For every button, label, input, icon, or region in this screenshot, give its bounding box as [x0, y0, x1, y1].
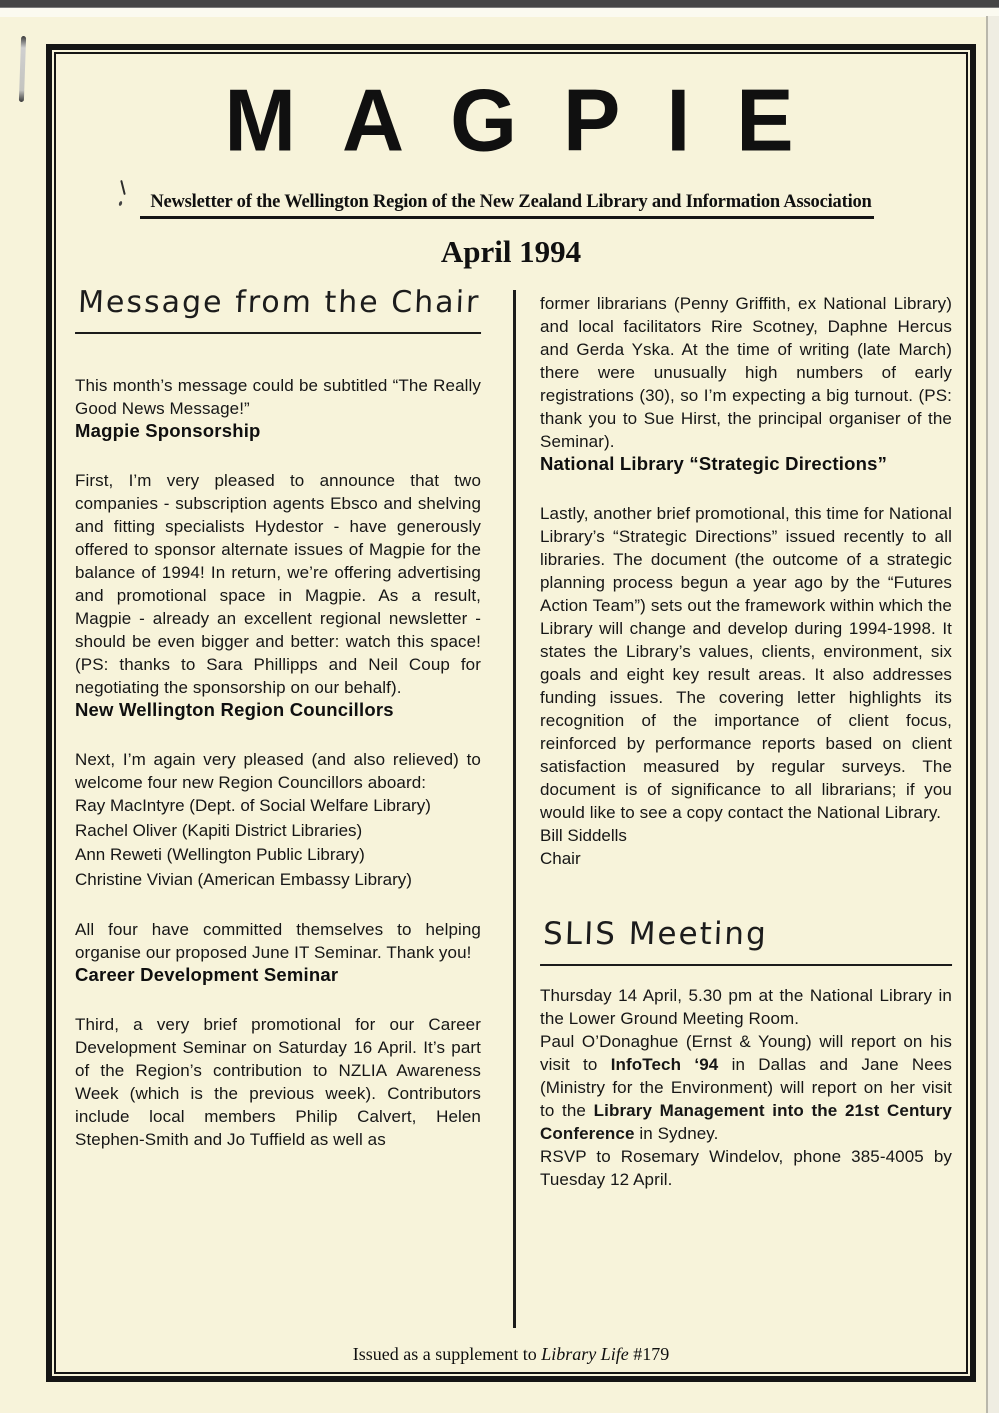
slis-rsvp-paragraph: RSVP to Rosemary Windelov, phone 385-4005 by Tuesday 12 April.	[540, 1147, 952, 1189]
issue-date: April 1994	[440, 234, 582, 269]
chair-intro-paragraph: This month’s message could be subtitled “The Really Good News Message!”	[75, 376, 481, 418]
signature-role: Chair	[540, 849, 581, 868]
signature-block	[540, 824, 952, 870]
scan-edge-top	[0, 0, 999, 8]
councillor-item: Ann Reweti (Wellington Public Library)	[75, 845, 365, 864]
section-heading-slis-meeting: SLIS Meeting	[540, 916, 954, 966]
footer-issue-number: #179	[628, 1344, 670, 1364]
infotech-bold-text: InfoTech ‘94	[610, 1055, 719, 1074]
masthead-title: MAGPIE	[224, 72, 840, 170]
masthead-rule	[140, 216, 874, 219]
footer-supplement-note	[46, 1344, 976, 1365]
subheading-magpie-sponsorship: Magpie Sponsorship	[75, 420, 261, 441]
subheading-new-councillors: New Wellington Region Councillors	[75, 699, 394, 720]
sponsorship-paragraph: First, I’m very pleased to announce that two companies - subscription agents Ebsco and shelving and fitting specialists Hydestor - have generously offered to sponsor alternate issues of Magpie for the balance of 1994! In return, we’re offering advertising and promotional space in Magpie. As a result, Magpie - already an excellent regional newsletter - should be even bigger and better: watch this space! (PS: thanks to Sara Phillipps and Neil Coup for negotiating the sponsorship on our behalf).	[75, 471, 481, 697]
scan-edge-right	[988, 16, 999, 1413]
subheading-strategic-directions: National Library “Strategic Directions”	[540, 453, 888, 474]
staple-mark	[19, 36, 26, 102]
report-text: in Sydney.	[634, 1124, 719, 1143]
left-column	[75, 285, 481, 1151]
newsletter-page	[46, 44, 976, 1382]
slis-report-paragraph	[540, 1030, 952, 1145]
councillors-outro-paragraph: All four have committed themselves to helping organise our proposed June IT Seminar. Thank you!	[75, 920, 481, 962]
conference-bold-text: Library Management into the 21st Century Conference	[540, 1101, 952, 1143]
career-seminar-paragraph-left: Third, a very brief promotional for our Career Development Seminar on Saturday 16 April. It’s part of the Region’s contribution to NZLIA Awareness Week (which is the previous week). Contributors include local members Philip Calvert, Helen Stephen-Smith and Jo Tuffield as well as	[75, 1015, 481, 1149]
report-text: Paul O’Donaghue (Ernst & Young) will report on his visit to	[540, 1032, 952, 1074]
signature-name: Bill Siddells	[540, 826, 627, 845]
right-column	[540, 292, 952, 1191]
section-heading-message-from-the-chair: Message from the Chair	[75, 285, 483, 334]
masthead-subtitle: Newsletter of the Wellington Region of the New Zealand Library and Information Association	[150, 192, 872, 212]
strategic-directions-paragraph: Lastly, another brief promotional, this time for National Library’s “Strategic Directions” issued recently to all libraries. The document (the outcome of a strategic planning process begun a year ago by the “Futures Action Team”) sets out the framework within which the Library will change and develop during 1994-1998. It states the Library’s values, clients, environment, six goals and eight key result areas. It also addresses funding issues. The covering letter highlights its recognition of the importance of client focus, reinforced by performance reports based on client satisfaction measured by regular surveys. The document is of significance to all librarians; if you would like to see a copy contact the National Library.	[540, 504, 952, 822]
councillor-item: Rachel Oliver (Kapiti District Libraries)	[75, 820, 363, 840]
footer-text: Issued as a supplement to	[352, 1344, 542, 1364]
footer-publication-title: Library Life	[541, 1344, 629, 1364]
councillors-intro-paragraph: Next, I’m again very pleased (and also relieved) to welcome four new Region Councillors aboard:	[75, 750, 481, 792]
councillors-list	[75, 794, 481, 892]
report-text: in Dallas and Jane Nees (Ministry for the Environment) will report on her visit to the	[540, 1055, 952, 1120]
slis-when-paragraph: Thursday 14 April, 5.30 pm at the National Library in the Lower Ground Meeting Room.	[540, 986, 952, 1028]
councillor-item: Christine Vivian (American Embassy Library)	[75, 869, 412, 889]
subheading-career-seminar: Career Development Seminar	[75, 964, 339, 985]
councillor-item: Ray MacIntyre (Dept. of Social Welfare Library)	[75, 796, 431, 815]
career-seminar-paragraph-continued: former librarians (Penny Griffith, ex National Library) and local facilitators Rire Scotney, Daphne Hercus and Gerda Yska. At the time of writing (late March) there were unusually high numbers of early registrations (30), so I’m expecting a big turnout. (PS: thank you to Sue Hirst, the principal organiser of the Seminar).	[540, 294, 952, 451]
scan-edge-white-strip	[0, 8, 999, 17]
column-divider	[513, 290, 516, 1328]
